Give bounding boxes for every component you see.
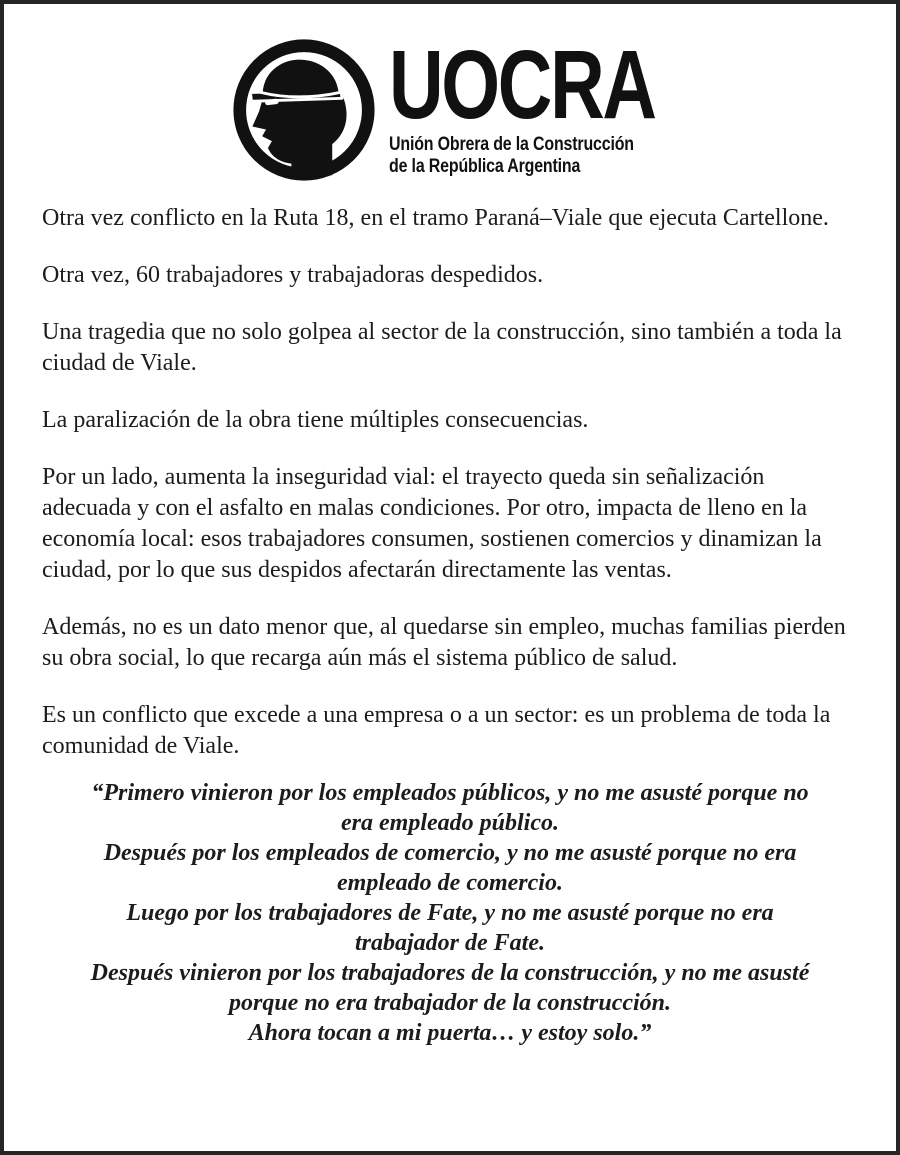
logo-subtitle-line1: Unión Obrera de la Construcción: [389, 133, 634, 155]
quote-line-5: Luego por los trabajadores de Fate, y no me asusté porque no era: [126, 900, 774, 926]
worker-hard-hat-icon: [231, 37, 377, 183]
paragraph-consecuencias: Por un lado, aumenta la inseguridad vial: el trayecto queda sin señalización adecuada y con el asfalto en malas condiciones. Por otro, impacta de lleno en la economía local: esos trabajadores consumen, sostienen comercios y dinamizan la ciudad, por lo que sus despidos afectarán directamente las ventas.: [42, 464, 822, 583]
quote-line-4: empleado de comercio.: [337, 870, 563, 896]
paragraph-despedidos: Otra vez, 60 trabajadores y trabajadoras despedidos.: [42, 262, 544, 288]
quote-line-1: “Primero vinieron por los empleados públicos, y no me asusté porque no: [91, 780, 809, 806]
paragraph-paralizacion: La paralización de la obra tiene múltiples consecuencias.: [42, 407, 589, 433]
flyer-body: [42, 203, 858, 762]
paragraph-conflict-ruta18: Otra vez conflicto en la Ruta 18, en el tramo Paraná–Viale que ejecuta Cartellone.: [42, 205, 829, 231]
logo-subtitle: [389, 133, 634, 178]
paragraph-comunidad: Es un conflicto que excede a una empresa o a un sector: es un problema de toda la comunidad de Viale.: [42, 702, 831, 759]
logo-subtitle-line2: de la República Argentina: [389, 155, 581, 177]
paragraph-obra-social: Además, no es un dato menor que, al quedarse sin empleo, muchas familias pierden su obra social, lo que recarga aún más el sistema público de salud.: [42, 614, 846, 671]
quote-line-7: Después vinieron por los trabajadores de la construcción, y no me asusté: [90, 960, 810, 986]
quote-line-2: era empleado público.: [341, 810, 559, 836]
quote-line-3: Después por los empleados de comercio, y no me asusté porque no era: [103, 840, 797, 866]
quote-block: [42, 778, 858, 1048]
quote-line-9: Ahora tocan a mi puerta… y estoy solo.”: [248, 1020, 652, 1046]
quote-line-8: porque no era trabajador de la construcción.: [228, 990, 672, 1016]
logo-text-block: [389, 30, 669, 177]
logo-acronym: UOCRA: [389, 30, 655, 140]
quote-line-6: trabajador de Fate.: [355, 930, 545, 956]
paragraph-tragedia: Una tragedia que no solo golpea al sector de la construcción, sino también a toda la ciudad de Viale.: [42, 319, 842, 376]
uocra-logo: [42, 30, 858, 183]
